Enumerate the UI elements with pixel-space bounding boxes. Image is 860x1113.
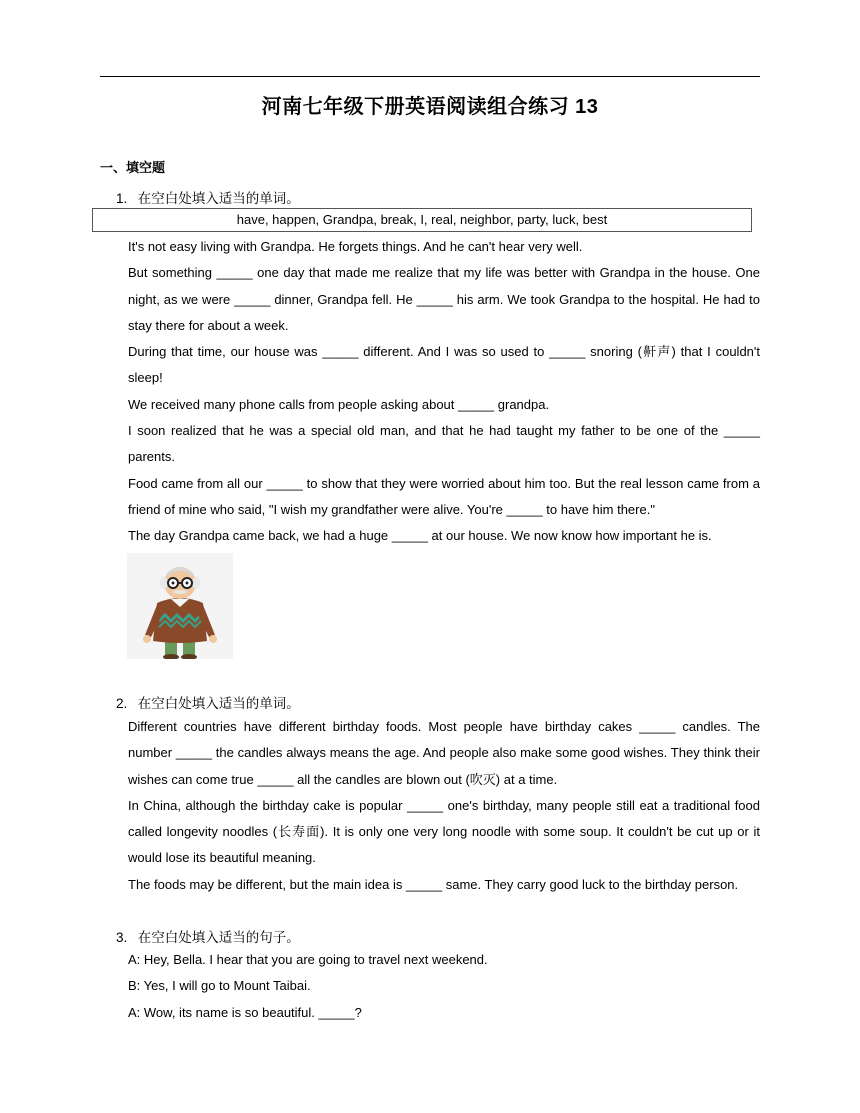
- question-2-header: [116, 692, 300, 712]
- passage-paragraph: I soon realized that he was a special old man, and that he had taught my father to be one of the _____ parents.: [128, 423, 760, 465]
- passage-paragraph: During that time, our house was _____ different. And I was so used to _____ snoring (鼾声) that I couldn't sleep!: [128, 344, 760, 386]
- question-1-instruction: 在空白处填入适当的单词。: [137, 191, 300, 206]
- dialogue-line: B: Yes, I will go to Mount Taibai.: [128, 978, 311, 994]
- question-3-number: 3.: [116, 930, 128, 945]
- header-rule: [100, 76, 760, 77]
- grandpa-cartoon-image: [127, 553, 233, 659]
- question-1-number: 1.: [116, 191, 128, 206]
- dialogue-line: A: Hey, Bella. I hear that you are going to travel next weekend.: [128, 952, 488, 967]
- page-title: 河南七年级下册英语阅读组合练习 13: [261, 96, 599, 118]
- question-2-number: 2.: [116, 696, 128, 711]
- question-1-header: [116, 187, 300, 207]
- passage-paragraph: But something _____ one day that made me realize that my life was better with Grandpa in the house. One night, as we were _____ dinner, Grandpa fell. He _____ his arm. We took Grandpa to the hospital. He had to stay there for about a week.: [128, 265, 760, 333]
- question-2-instruction: 在空白处填入适当的单词。: [137, 696, 300, 711]
- passage-paragraph: In China, although the birthday cake is popular _____ one's birthday, many people still eat a traditional food called longevity noodles (长寿面). It is only one very long noodle with some soup. It couldn't be cut up or it would lose its beautiful meaning.: [128, 797, 760, 866]
- passage-paragraph: The day Grandpa came back, we had a huge _____ at our house. We now know how important he is.: [128, 528, 712, 544]
- passage-paragraph: It's not easy living with Grandpa. He forgets things. And he can't hear very well.: [128, 239, 583, 254]
- question-3-passage: [128, 947, 760, 1026]
- question-3-instruction: 在空白处填入适当的句子。: [137, 930, 300, 945]
- passage-paragraph: Food came from all our _____ to show that they were worried about him too. But the real lesson came from a friend of mine who said, "I wish my grandfather were alive. You're _____ to have him there.": [128, 475, 760, 517]
- section-heading: 一、填空题: [100, 160, 166, 175]
- passage-paragraph: Different countries have different birthday foods. Most people have birthday cakes _____ candles. The number _____ the candles always means the age. And people also make some good wishes. They think their wishes can come true _____ all the candles are blown out (吹灭) at a time.: [128, 719, 760, 787]
- word-bank: have, happen, Grandpa, break, I, real, neighbor, party, luck, best: [92, 208, 752, 232]
- passage-paragraph: We received many phone calls from people asking about _____ grandpa.: [128, 396, 550, 412]
- question-1-passage: [128, 234, 760, 550]
- dialogue-line: A: Wow, its name is so beautiful. _____?: [128, 1004, 362, 1020]
- question-3-header: [116, 926, 300, 946]
- question-2-passage: [128, 714, 760, 898]
- passage-paragraph: The foods may be different, but the main idea is _____ same. They carry good luck to the birthday person.: [128, 876, 739, 892]
